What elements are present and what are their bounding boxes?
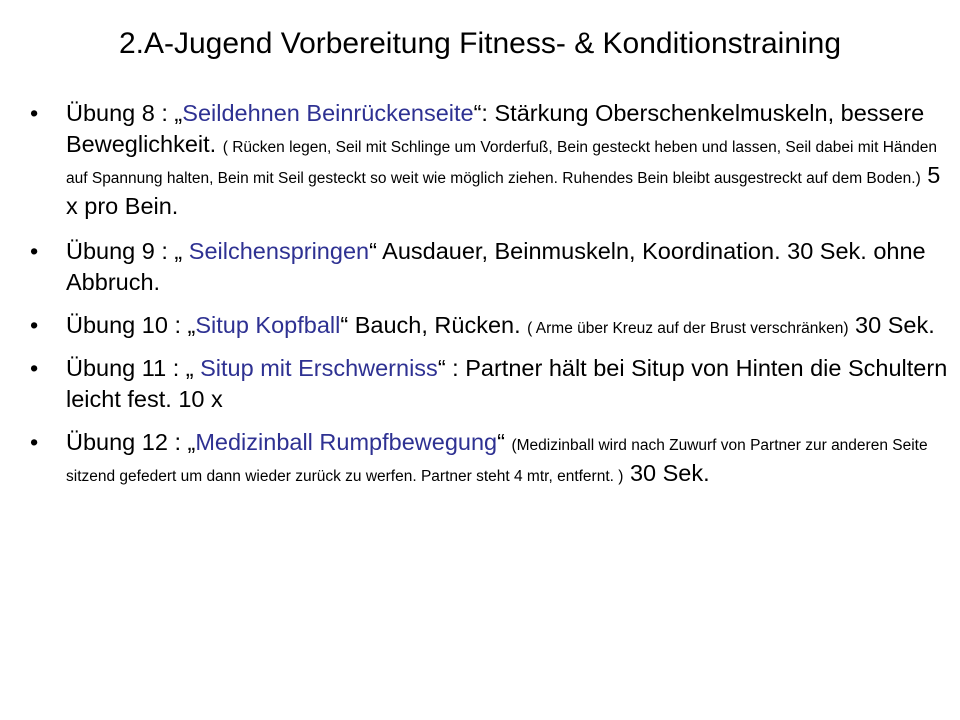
exercise-name: Seilchenspringen	[188, 238, 370, 264]
exercise-note: ( Arme über Kreuz auf der Brust verschränken)	[527, 320, 849, 337]
exercise-item-10	[30, 310, 950, 341]
slide-title: 2.A-Jugend Vorbereitung Fitness- & Konditionstraining	[118, 27, 842, 60]
exercise-note: ( Rücken legen, Seil mit Schlinge um Vorderfuß, Bein gesteckt heben und lassen, Seil dabei mit Händen auf Spannung halten, Bein mit Seil gesteckt so weit wie möglich ziehen. Ruhendes Bein bleibt ausgestreckt auf dem Boden.)	[66, 139, 938, 187]
exercise-lead: Übung 8 : „	[66, 100, 183, 126]
bullet-icon: •	[30, 238, 39, 264]
exercise-item-9	[30, 236, 950, 298]
exercise-description: “	[497, 429, 512, 455]
exercise-repetitions: 30 Sek.	[623, 460, 710, 486]
exercise-lead: Übung 12 : „	[66, 429, 196, 455]
exercise-name: Situp Kopfball	[195, 312, 341, 338]
exercise-description: “: Stärkung Oberschenkelmuskeln, bessere Beweglichkeit.	[66, 100, 925, 157]
bullet-icon: •	[30, 312, 39, 338]
exercise-description: “ Bauch, Rücken.	[340, 312, 528, 338]
exercise-lead: Übung 11 : „	[66, 355, 201, 381]
exercise-note: (Medizinball wird nach Zuwurf von Partner zur anderen Seite sitzend gefedert um dann wieder zurück zu werfen. Partner steht 4 mtr, entfernt. )	[66, 437, 928, 485]
exercise-lead: Übung 10 : „	[66, 312, 196, 338]
exercise-repetitions: 5 x pro Bein.	[66, 162, 941, 219]
exercise-description: “ Ausdauer, Beinmuskeln, Koordination. 30 Sek. ohne Abbruch.	[66, 238, 926, 295]
exercise-list	[30, 98, 950, 501]
bullet-icon: •	[30, 355, 39, 381]
exercise-item-11	[30, 353, 950, 415]
exercise-name: Medizinball Rumpfbewegung	[195, 429, 498, 455]
exercise-repetitions: 30 Sek.	[848, 312, 935, 338]
exercise-lead: Übung 9 : „	[66, 238, 189, 264]
exercise-description: “ : Partner hält bei Situp von Hinten die Schultern leicht fest. 10 x	[66, 355, 948, 412]
exercise-item-8	[30, 98, 950, 222]
exercise-item-12	[30, 427, 950, 489]
bullet-icon: •	[30, 429, 39, 455]
bullet-icon: •	[30, 100, 39, 126]
exercise-name: Seildehnen Beinrückenseite	[182, 100, 474, 126]
exercise-name: Situp mit Erschwerniss	[200, 355, 438, 381]
